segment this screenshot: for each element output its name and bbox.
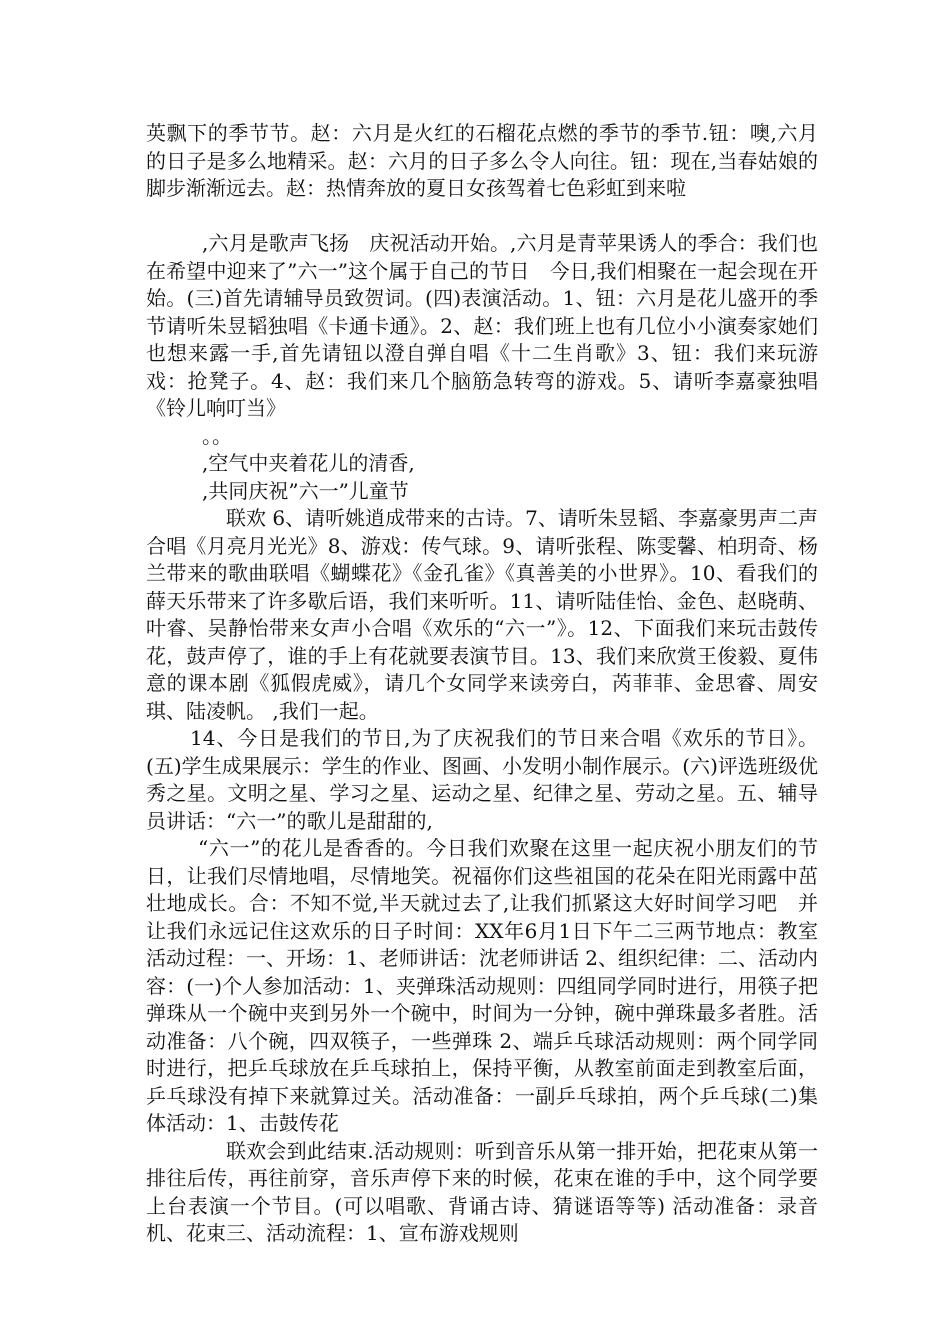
paragraph-performances: 联欢 6、请听姚逍成带来的古诗。7、请听朱昱韬、李嘉豪男声二声合唱《月亮月光光》8、游戏：传气球。9、请听张程、陈雯馨、柏玥奇、杨兰带来的歌曲联唱《蝴蝶花》《金孔雀》《真善美的小世界》。10、看我们的薛天乐带来了许多歇后语，我们来听听。11、请听陆佳怡、金色、赵晓萌、叶睿、吴静怡带来女声小合唱《欢乐的“六一”》。12、下面我们来玩击鼓传花，鼓声停了，谁的手上有花就要表演节目。13、我们来欣赏王俊毅、夏伟意的课本剧《狐假虎威》，请几个女同学来读旁白，芮菲菲、金思睿、周安琪、陆凌帆。 ,我们一起。 (146, 506, 818, 723)
paragraph-achievements: 14、今日是我们的节日,为了庆祝我们的节日来合唱《欢乐的节日》。(五)学生成果展示：学生的作业、图画、小发明小制作展示。(六)评选班级优秀之星。文明之星、学习之星、运动之星、纪律之星、劳动之星。五、辅导员讲话：“六一”的歌儿是甜甜的, (146, 726, 818, 833)
paragraph-activities: “六一”的花儿是香香的。今日我们欢聚在这里一起庆祝小朋友们的节日，让我们尽情地唱，尽情地笑。祝福你们这些祖国的花朵在阳光雨露中茁壮地成长。合：不知不觉,半天就过去了,让我们抓紧这大好时间学习吧 并让我们永远记住这欢乐的日子时间：XX年6月1日下午二三两节地点：教室活动过程：一、开场：1、老师讲话：沈老师讲话 2、组织纪律：二、活动内容：(一)个人参加活动：1、夹弹珠活动规则：四组同学同时进行，用筷子把弹珠从一个碗中夹到另外一个碗中，时间为一分钟，碗中弹珠最多者胜。活动准备：八个碗，四双筷子，一些弹珠 2、端乒乓球活动规则：两个同学同时进行，把乒乓球放在乒乓球拍上，保持平衡，从教室前面走到教室后面，乒乓球没有掉下来就算过关。活动准备：一副乒乓球拍，两个乒乓球(二)集体活动：1、击鼓传花 (146, 836, 818, 1135)
paragraph-program-start: ,六月是歌声飞扬 庆祝活动开始。,六月是青苹果诱人的季合：我们也在希望中迎来了”六一”这个属于自己的节日 今日,我们相聚在一起会现在开始。(三)首先请辅导员致贺词。(四)表演活动。1、钮：六月是花儿盛开的季节请听朱昱韬独唱《卡通卡通》。2、赵：我们班上也有几位小小演奏家她们也想来露一手,首先请钮以澄自弹自唱《十二生肖歌》3、钮：我们来玩游戏：抢凳子。4、赵：我们来几个脑筋急转弯的游戏。5、请听李嘉豪独唱《铃儿响叮当》 (146, 231, 818, 420)
paragraph-spacer (146, 203, 818, 231)
paragraph-dots: 。。 (202, 423, 232, 448)
paragraph-rules: 联欢会到此结束.活动规则：听到音乐从第一排开始，把花束从第一排往后传，再往前穿，音乐声停下来的时候，花束在谁的手中，这个同学要上台表演一个节目。(可以唱歌、背诵古诗、猜谜语等等) 活动准备：录音机、花束三、活动流程：1、宣布游戏规则 (146, 1138, 818, 1245)
paragraph-fragrance: ,空气中夹着花儿的清香, (202, 451, 415, 475)
paragraph-opening: 英飘下的季节节。赵：六月是火红的石榴花点燃的季节的季节.钮：噢,六月的日子是多么地精采。赵：六月的日子多么令人向往。钮：现在,当春姑娘的脚步渐渐远去。赵：热情奔放的夏日女孩驾着七色彩虹到来啦 (146, 121, 818, 200)
document-page (146, 120, 818, 1248)
paragraph-celebrate: ,共同庆祝”六一”儿童节 (202, 478, 409, 503)
